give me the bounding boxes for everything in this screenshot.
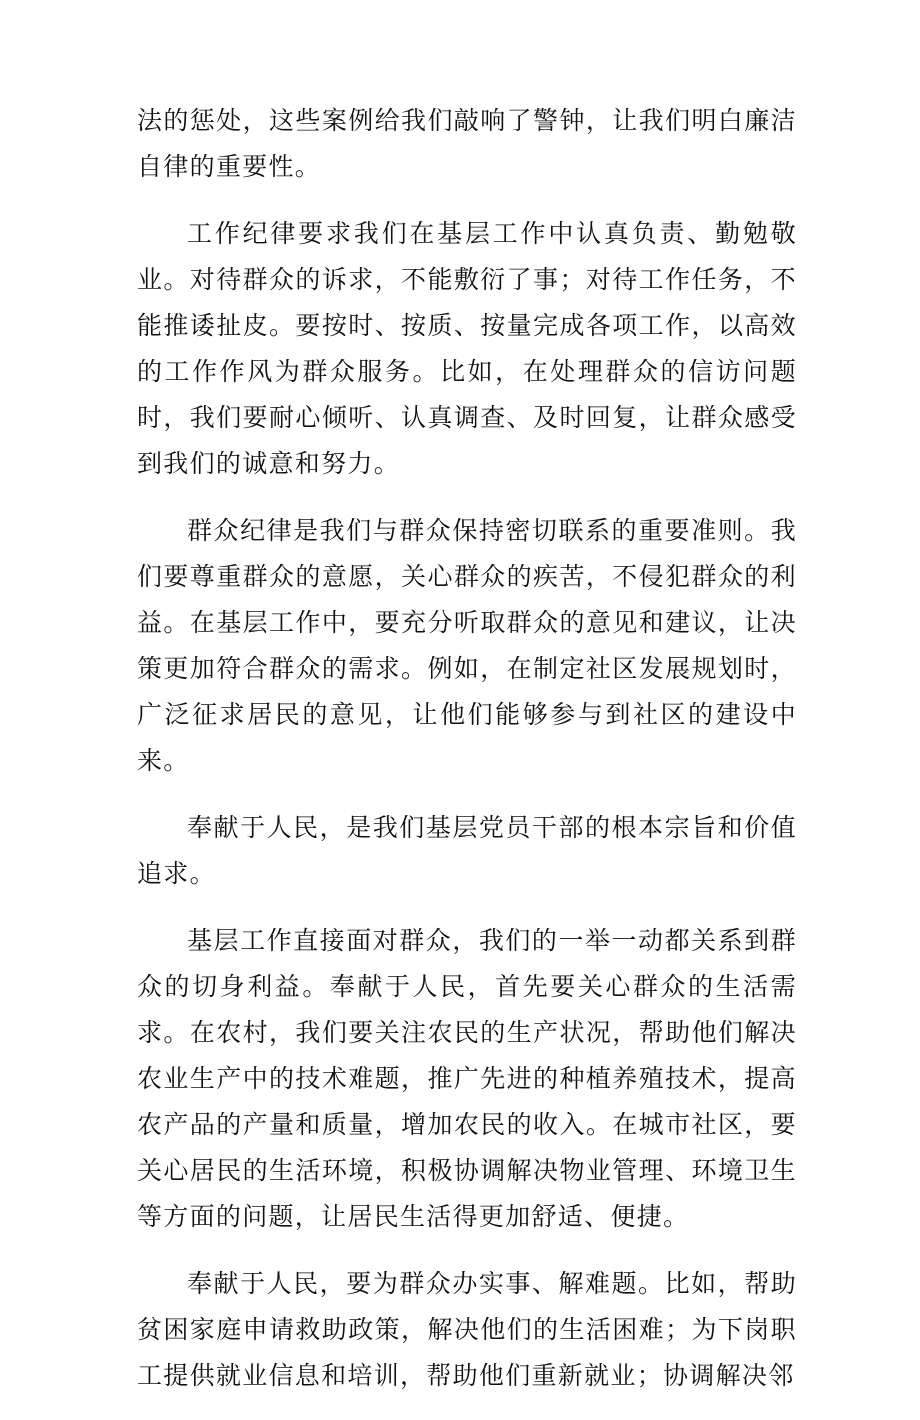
document-body: [137, 98, 797, 1420]
paragraph-1: 法的惩处，这些案例给我们敲响了警钟，让我们明白廉洁自律的重要性。: [137, 106, 797, 181]
paragraph-2: 工作纪律要求我们在基层工作中认真负责、勤勉敬业。对待群众的诉求，不能敷衍了事；对待工作任务，不能推诿扯皮。要按时、按质、按量完成各项工作，以高效的工作作风为群众服务。比如，在处理群众的信访问题时，我们要耐心倾听、认真调查、及时回复，让群众感受到我们的诚意和努力。: [137, 219, 797, 478]
paragraph-4: 奉献于人民，是我们基层党员干部的根本宗旨和价值追求。: [137, 813, 797, 888]
paragraph-6: 奉献于人民，要为群众办实事、解难题。比如，帮助贫困家庭申请救助政策，解决他们的生活困难；为下岗职工提供就业信息和培训，帮助他们重新就业；协调解决邻: [137, 1269, 797, 1390]
paragraph-5: 基层工作直接面对群众，我们的一举一动都关系到群众的切身利益。奉献于人民，首先要关心群众的生活需求。在农村，我们要关注农民的生产状况，帮助他们解决农业生产中的技术难题，推广先进的种植养殖技术，提高农产品的产量和质量，增加农民的收入。在城市社区，要关心居民的生活环境，积极协调解决物业管理、环境卫生等方面的问题，让居民生活得更加舒适、便捷。: [137, 926, 797, 1231]
paragraph-3: 群众纪律是我们与群众保持密切联系的重要准则。我们要尊重群众的意愿，关心群众的疾苦，不侵犯群众的利益。在基层工作中，要充分听取群众的意见和建议，让决策更加符合群众的需求。例如，在制定社区发展规划时，广泛征求居民的意见，让他们能够参与到社区的建设中来。: [137, 516, 797, 775]
